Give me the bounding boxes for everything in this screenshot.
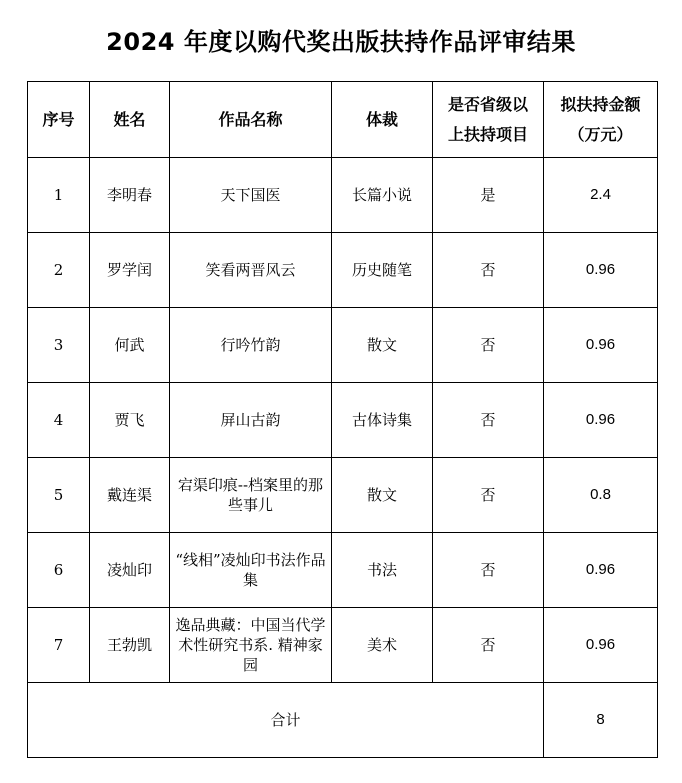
cell-amount: 0.96 <box>544 308 658 383</box>
cell-seq: 1 <box>28 158 90 233</box>
cell-amount: 0.96 <box>544 608 658 683</box>
cell-amount: 0.8 <box>544 458 658 533</box>
cell-provincial: 否 <box>433 308 544 383</box>
cell-provincial: 是 <box>433 158 544 233</box>
total-row <box>28 683 658 758</box>
cell-work: “线相”凌灿印书法作品集 <box>170 533 332 608</box>
results-table <box>27 81 658 758</box>
cell-work: 笑看两晋风云 <box>170 233 332 308</box>
cell-name: 戴连渠 <box>90 458 170 533</box>
header-genre: 体裁 <box>332 82 433 158</box>
table-row <box>28 308 658 383</box>
page-title: 2024 年度以购代奖出版扶持作品评审结果 <box>106 28 576 56</box>
header-row <box>28 82 658 158</box>
cell-name: 贾飞 <box>90 383 170 458</box>
cell-genre: 历史随笔 <box>332 233 433 308</box>
cell-seq: 4 <box>28 383 90 458</box>
total-value: 8 <box>544 683 658 758</box>
header-work: 作品名称 <box>170 82 332 158</box>
header-provincial <box>433 82 544 158</box>
cell-seq: 6 <box>28 533 90 608</box>
header-amount <box>544 82 658 158</box>
cell-genre: 古体诗集 <box>332 383 433 458</box>
cell-name: 凌灿印 <box>90 533 170 608</box>
header-amount-line1: 拟扶持金额 <box>560 94 641 114</box>
cell-name: 何武 <box>90 308 170 383</box>
cell-work: 天下国医 <box>170 158 332 233</box>
cell-work: 屏山古韵 <box>170 383 332 458</box>
table-row <box>28 383 658 458</box>
cell-name: 罗学闰 <box>90 233 170 308</box>
table-row <box>28 608 658 683</box>
header-provincial-line2: 上扶持项目 <box>447 124 528 144</box>
table-body <box>28 158 658 758</box>
cell-amount: 0.96 <box>544 233 658 308</box>
cell-genre: 美术 <box>332 608 433 683</box>
header-provincial-line1: 是否省级以 <box>447 94 528 114</box>
table-row <box>28 533 658 608</box>
table-row <box>28 458 658 533</box>
cell-work: 行吟竹韵 <box>170 308 332 383</box>
cell-genre: 散文 <box>332 308 433 383</box>
cell-seq: 2 <box>28 233 90 308</box>
cell-amount: 2.4 <box>544 158 658 233</box>
total-label: 合计 <box>28 683 544 758</box>
cell-genre: 散文 <box>332 458 433 533</box>
cell-name: 李明春 <box>90 158 170 233</box>
cell-amount: 0.96 <box>544 383 658 458</box>
cell-work: 逸品典藏：中国当代学术性研究书系. 精神家园 <box>170 608 332 683</box>
cell-provincial: 否 <box>433 458 544 533</box>
table-header <box>28 82 658 158</box>
cell-genre: 书法 <box>332 533 433 608</box>
cell-seq: 7 <box>28 608 90 683</box>
cell-provincial: 否 <box>433 233 544 308</box>
cell-amount: 0.96 <box>544 533 658 608</box>
cell-seq: 5 <box>28 458 90 533</box>
header-amount-line2: （万元） <box>568 124 633 144</box>
cell-provincial: 否 <box>433 608 544 683</box>
table-row <box>28 233 658 308</box>
table-row <box>28 158 658 233</box>
cell-provincial: 否 <box>433 533 544 608</box>
cell-work: 宕渠印痕--档案里的那些事儿 <box>170 458 332 533</box>
cell-genre: 长篇小说 <box>332 158 433 233</box>
header-name: 姓名 <box>90 82 170 158</box>
cell-provincial: 否 <box>433 383 544 458</box>
cell-seq: 3 <box>28 308 90 383</box>
header-seq: 序号 <box>28 82 90 158</box>
cell-name: 王勃凯 <box>90 608 170 683</box>
